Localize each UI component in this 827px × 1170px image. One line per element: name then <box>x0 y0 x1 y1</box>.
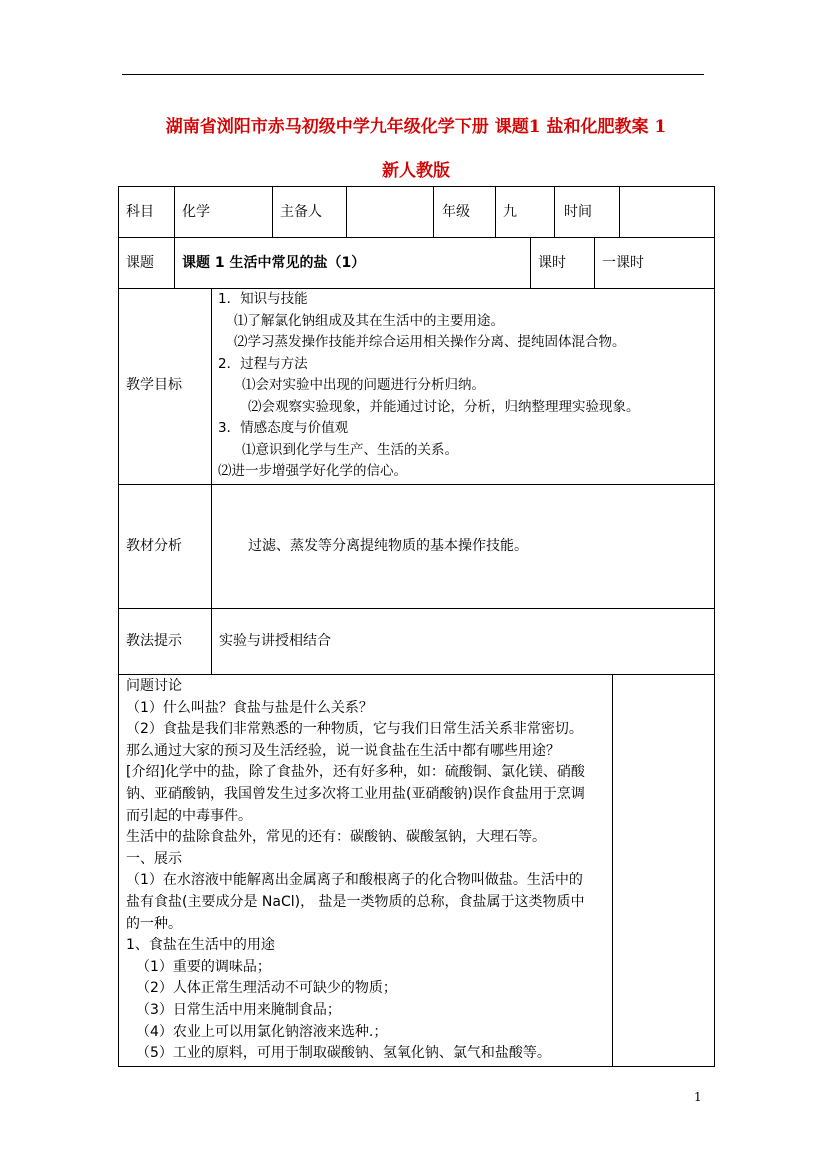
topic-value: 课题 1 生活中常见的盐（1） <box>182 255 366 271</box>
objective-line: ⑴意识到化学与生产、生活的关系。 <box>242 441 458 458</box>
col-divider <box>211 288 212 674</box>
document-title-line1: 湖南省浏阳市赤马初级中学九年级化学下册 课题1 盐和化肥教案 1 <box>165 117 667 137</box>
content-line: 问题讨论 <box>126 678 182 694</box>
objective-line: ⑵学习蒸发操作技能并综合运用相关操作分离、提纯固体混合物。 <box>234 334 626 350</box>
content-line: （2）人体正常生理活动不可缺少的物质； <box>136 980 397 997</box>
row-divider <box>118 237 715 238</box>
objectives-label: 教学目标 <box>126 377 182 393</box>
grade-value: 九 <box>503 204 517 220</box>
content-line: （3）日常生活中用来腌制食品； <box>136 1001 341 1018</box>
page-number: 1 <box>694 1090 702 1104</box>
analysis-label: 教材分析 <box>126 538 182 554</box>
objectives-list <box>218 289 640 483</box>
col-divider <box>594 237 595 288</box>
content-line: （4）农业上可以用氯化钠溶液来选种.； <box>136 1023 388 1040</box>
objective-line: ⑴会对实验中出现的问题进行分析归纳。 <box>242 377 485 393</box>
content-line: 盐有食盐(主要成分是 NaCl)， 盐是一类物质的总称，食盐属于这类物质中 <box>126 893 585 910</box>
table-border-bottom <box>118 1066 715 1067</box>
subject-value: 化学 <box>182 204 210 220</box>
content-line: 生活中的盐除食盐外，常见的还有：碳酸钠、碳酸氢钠，大理石等。 <box>126 829 546 846</box>
col-divider <box>612 674 613 1066</box>
content-line: （2）食盐是我们非常熟悉的一种物质，它与我们日常生活关系非常密切。 <box>126 721 583 738</box>
document-title-line2: 新人教版 <box>382 161 450 181</box>
row-divider <box>118 484 715 485</box>
objective-line: ⑵会观察实验现象，并能通过讨论，分析，归纳整理理实验现象。 <box>248 398 640 415</box>
content-line: （1）什么叫盐？食盐与盐是什么关系？ <box>126 699 373 716</box>
time-label: 时间 <box>564 204 592 220</box>
content-line: （5）工业的原料，可用于制取碳酸钠、氢氧化钠、氯气和盐酸等。 <box>136 1045 551 1062</box>
lesson-plan-table <box>118 186 715 1067</box>
header-rule <box>122 74 704 75</box>
content-line: 一、展示 <box>126 850 182 867</box>
row-divider <box>118 608 715 609</box>
method-label: 教法提示 <box>126 633 182 649</box>
content-line: 而引起的中毒事件。 <box>126 807 252 824</box>
row-divider <box>118 674 715 675</box>
col-divider <box>346 186 347 237</box>
content-line: 钠、亚硝酸钠，我国曾发生过多次将工业用盐(亚硝酸钠)误作食盐用于烹调 <box>126 785 585 802</box>
subject-label: 科目 <box>126 204 154 220</box>
col-divider <box>530 237 531 288</box>
content-line: 那么通过大家的预习及生活经验，说一说食盐在生活中都有哪些用途？ <box>126 742 560 759</box>
content-line: （1）重要的调味品； <box>136 958 271 975</box>
method-text: 实验与讲授相结合 <box>219 633 331 649</box>
col-divider <box>174 186 175 237</box>
objective-line: ⑵进一步增强学好化学的信心。 <box>218 463 407 479</box>
col-divider <box>495 186 496 237</box>
col-divider <box>272 186 273 237</box>
table-border-top <box>118 186 715 187</box>
col-divider <box>554 186 555 237</box>
col-divider <box>174 237 175 288</box>
objective-line: ⑴了解氯化钠组成及其在生活中的主要用途。 <box>234 312 504 329</box>
period-label: 课时 <box>538 255 566 271</box>
content-line: （1）在水溶液中能解离出金属离子和酸根离子的化合物叫做盐。生活中的 <box>126 872 583 889</box>
analysis-text: 过滤、蒸发等分离提纯物质的基本操作技能。 <box>248 538 528 554</box>
col-divider <box>433 186 434 237</box>
col-divider <box>619 186 620 237</box>
grade-label: 年级 <box>442 204 470 220</box>
content-line: 1、食盐在生活中的用途 <box>126 937 275 954</box>
table-border-right <box>714 186 715 1067</box>
period-value: 一课时 <box>602 255 644 271</box>
objective-line: 2．过程与方法 <box>218 355 308 372</box>
content-line: 的一种。 <box>126 915 182 932</box>
preparer-label: 主备人 <box>280 204 322 220</box>
topic-label: 课题 <box>126 255 154 271</box>
table-border-left <box>118 186 119 1067</box>
content-line: [介绍]化学中的盐，除了食盐外，还有好多种，如：硫酸铜、氯化镁、硝酸 <box>126 764 585 781</box>
objective-line: 3．情感态度与价值观 <box>218 420 349 436</box>
objective-line: 1．知识与技能 <box>218 291 308 307</box>
lesson-content <box>126 676 585 1065</box>
